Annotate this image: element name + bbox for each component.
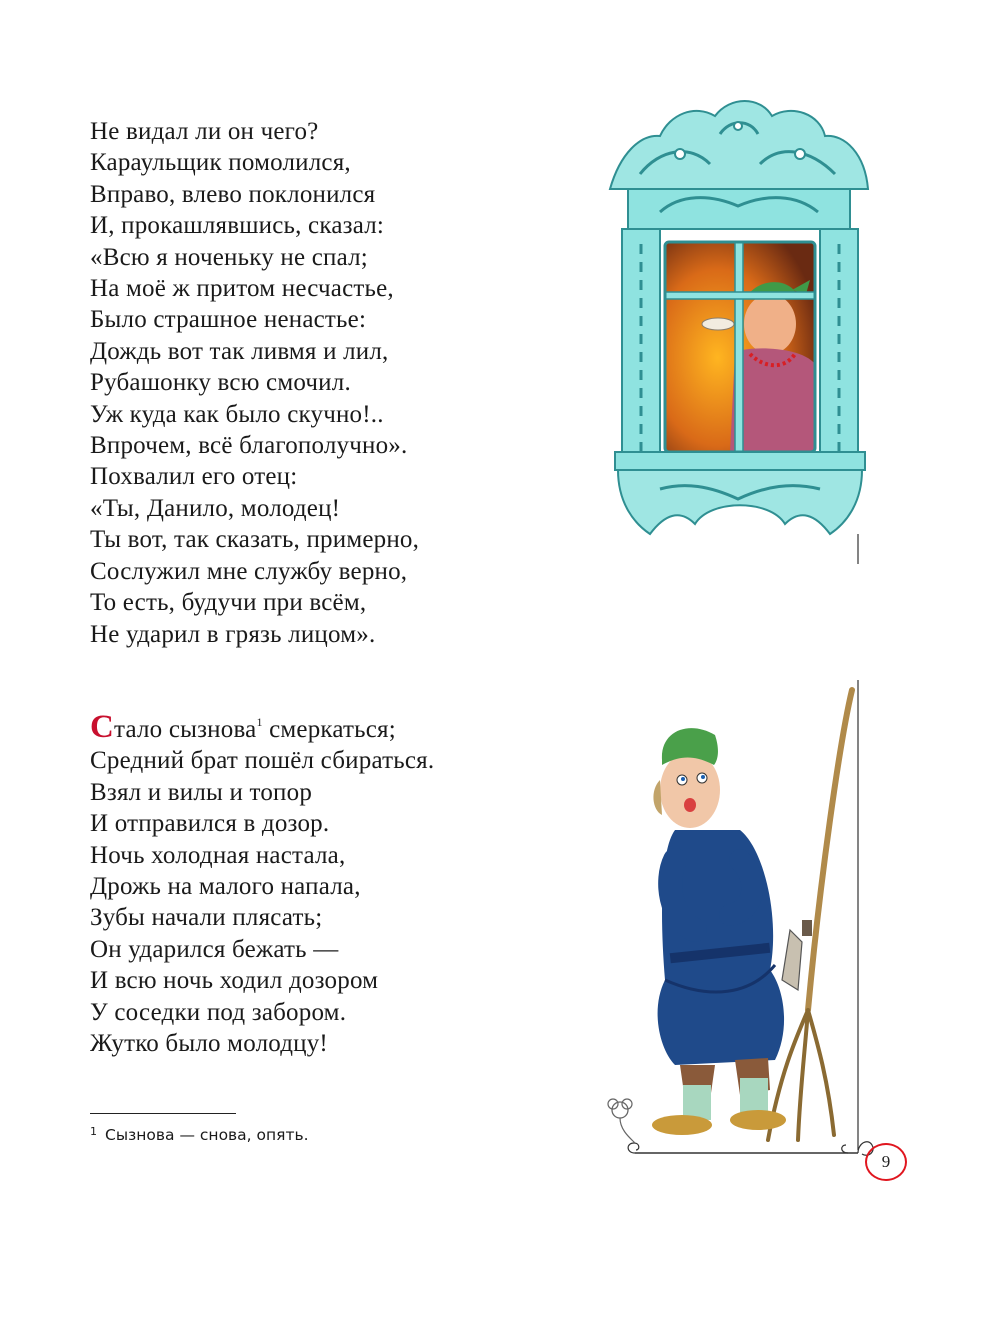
poem-line: На моё ж притом несчастье, — [90, 275, 394, 303]
poem-line: Сослужил мне службу верно, — [90, 557, 408, 585]
poem-line: У соседки под забором. — [90, 998, 347, 1026]
poem-line: Ты вот, так сказать, примерно, — [90, 526, 420, 554]
poem-line: Не видал ли он чего? — [90, 118, 319, 145]
man-illustration — [590, 680, 920, 1190]
poem-line: Взял и вилы и топор — [90, 778, 313, 806]
poem-line: Рубашонку всю смочил. — [90, 369, 351, 397]
poem-line: Похвалил его отец: — [90, 463, 298, 491]
page-number: 9 — [865, 1143, 907, 1181]
footnote — [90, 1125, 309, 1144]
poem-line: Было страшное ненастье: — [90, 306, 367, 334]
first-line-text: тало сызнова — [114, 716, 257, 743]
poem-line: «Всю я ноченьку не спал; — [90, 243, 368, 271]
footnote-marker: 1 — [256, 715, 263, 729]
poem-line: И всю ночь ходил дозором — [90, 967, 379, 995]
poem-line: Дрожь на малого напала, — [90, 873, 361, 901]
poem-line: Зубы начали плясать; — [90, 904, 323, 932]
poem-line: Средний брат пошёл сбираться. — [90, 747, 435, 775]
poem-stanza-2 — [90, 709, 435, 1059]
footnote-number: 1 — [90, 1125, 97, 1138]
poem-line: И отправился в дозор. — [90, 810, 330, 838]
poem-line: Впрочем, всё благополучно». — [90, 432, 408, 460]
poem-stanza-1 — [90, 116, 419, 650]
poem-line: Дождь вот так ливмя и лил, — [90, 337, 389, 365]
poem-line: Ночь холодная настала, — [90, 841, 346, 869]
poem-line: Уж куда как было скучно!.. — [90, 400, 384, 428]
poem-first-line — [90, 709, 434, 745]
poem-line: И, прокашлявшись, сказал: — [90, 212, 385, 240]
drop-cap: С — [90, 709, 115, 745]
poem-line: «Ты, Данило, молодец! — [90, 494, 341, 522]
footnote-divider — [90, 1113, 236, 1114]
footnote-text: Сызнова — снова, опять. — [105, 1126, 309, 1144]
poem-line: Жутко было молодцу! — [90, 1030, 328, 1058]
poem-line: Он ударился бежать — — [90, 935, 339, 963]
poem-line: Караульщик помолился, — [90, 149, 351, 177]
poem-line: То есть, будучи при всём, — [90, 589, 367, 617]
first-line-text-rest: смеркаться; — [262, 716, 396, 743]
poem-line: Вправо, влево поклонился — [90, 180, 376, 208]
poem-line: Не ударил в грязь лицом». — [90, 620, 376, 648]
window-illustration — [600, 94, 875, 564]
